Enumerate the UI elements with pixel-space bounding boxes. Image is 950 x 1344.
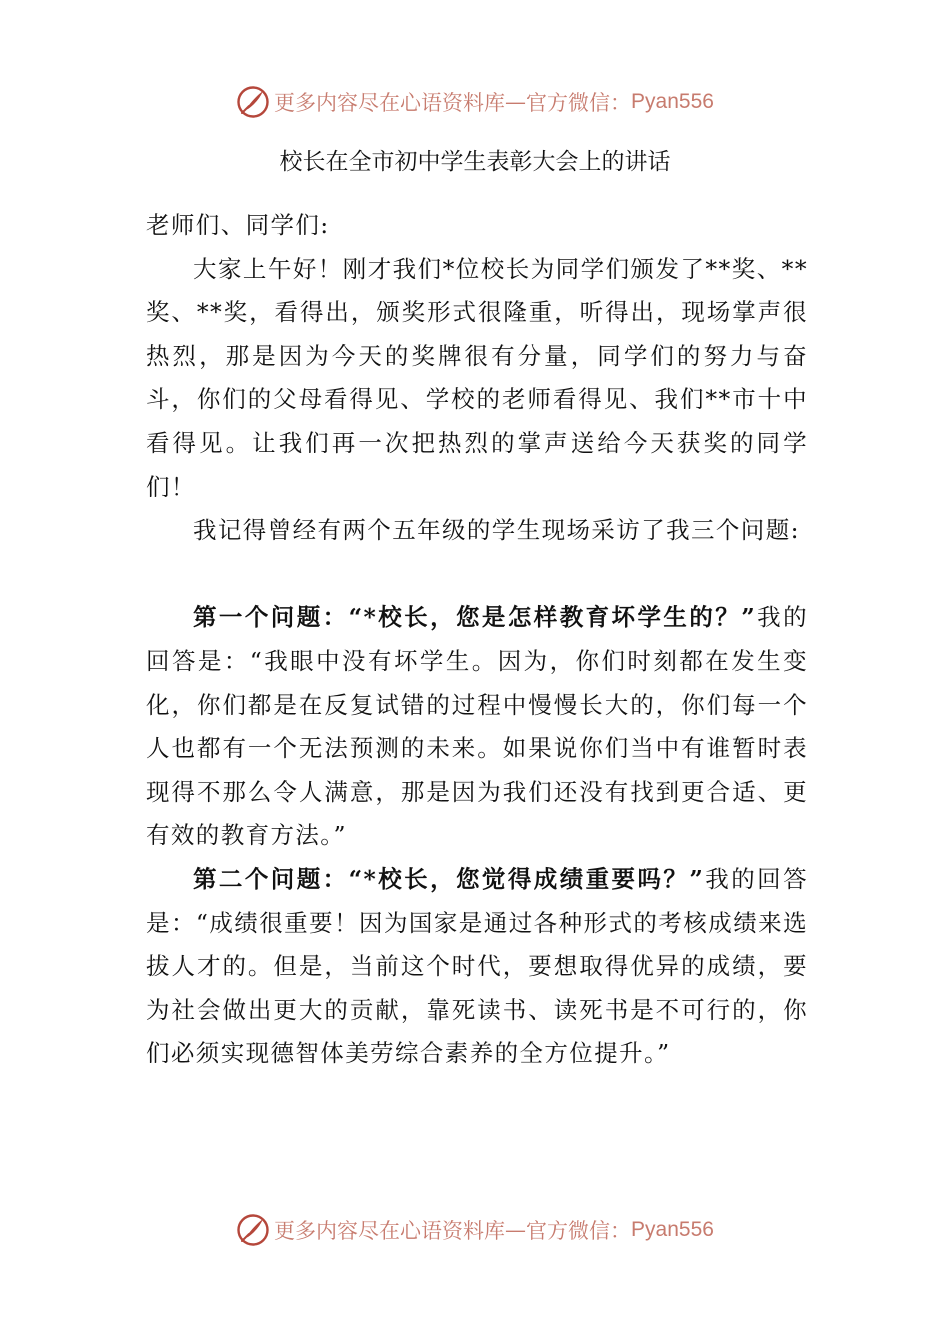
footer-banner-wechat-label: 官方微信：: [526, 1219, 632, 1243]
blank-line: [146, 553, 808, 597]
footer-banner-text: 更多内容尽在心语资料库: [274, 1219, 506, 1243]
paragraph-question-one: [146, 596, 808, 858]
banner-separator: —: [505, 90, 527, 114]
document-body: [146, 204, 808, 1076]
paragraph-opening: 大家上午好！刚才我们*位校长为同学们颁发了**奖、**奖、**奖，看得出，颁奖形式很隆重，听得出，现场掌声很热烈，那是因为今天的奖牌很有分量，同学们的努力与奋斗，你们的父母看得见、学校的老师看得见、我们**市十中看得见。让我们再一次把热烈的掌声送给今天获奖的同学们！: [146, 254, 808, 501]
question-two-heading: 第二个问题：“*校长，您觉得成绩重要吗？”: [193, 864, 705, 893]
document-title: 校长在全市初中学生表彰大会上的讲话: [279, 149, 671, 175]
banner-wechat-label: 官方微信：: [526, 91, 632, 115]
quill-logo-icon: [236, 85, 270, 119]
question-two-answer: 我的回答是：“成绩很重要！因为国家是通过各种形式的考核成绩来选拔人才的。但是，当前这个时代，要想取得优异的成绩，要为社会做出更大的贡献，靠死读书、读死书是不可行的，你们必须实现德智体美劳综合素养的全方位提升。”: [146, 864, 808, 1068]
banner-text: 更多内容尽在心语资料库: [274, 91, 506, 115]
paragraph-interview-intro: 我记得曾经有两个五年级的学生现场采访了我三个问题:: [193, 516, 800, 545]
greeting: 老师们、同学们:: [146, 211, 330, 239]
banner-wechat-id: Pyan556: [631, 90, 714, 113]
header-banner: [0, 82, 950, 122]
quill-logo-icon: [236, 1213, 270, 1247]
paragraph-question-two: [146, 858, 808, 1076]
footer-banner-separator: —: [505, 1218, 527, 1242]
footer-banner: [0, 1210, 950, 1250]
footer-banner-wechat-id: Pyan556: [631, 1218, 714, 1241]
question-one-heading: 第一个问题：“*校长，您是怎样教育坏学生的？”: [193, 603, 757, 632]
question-one-answer: 我的回答是：“我眼中没有坏学生。因为，你们时刻都在发生变化，你们都是在反复试错的过程中慢慢长大的，你们每一个人也都有一个无法预测的未来。如果说你们当中有谁暂时表现得不那么令人满意，那是因为我们还没有找到更合适、更有效的教育方法。”: [146, 603, 808, 850]
